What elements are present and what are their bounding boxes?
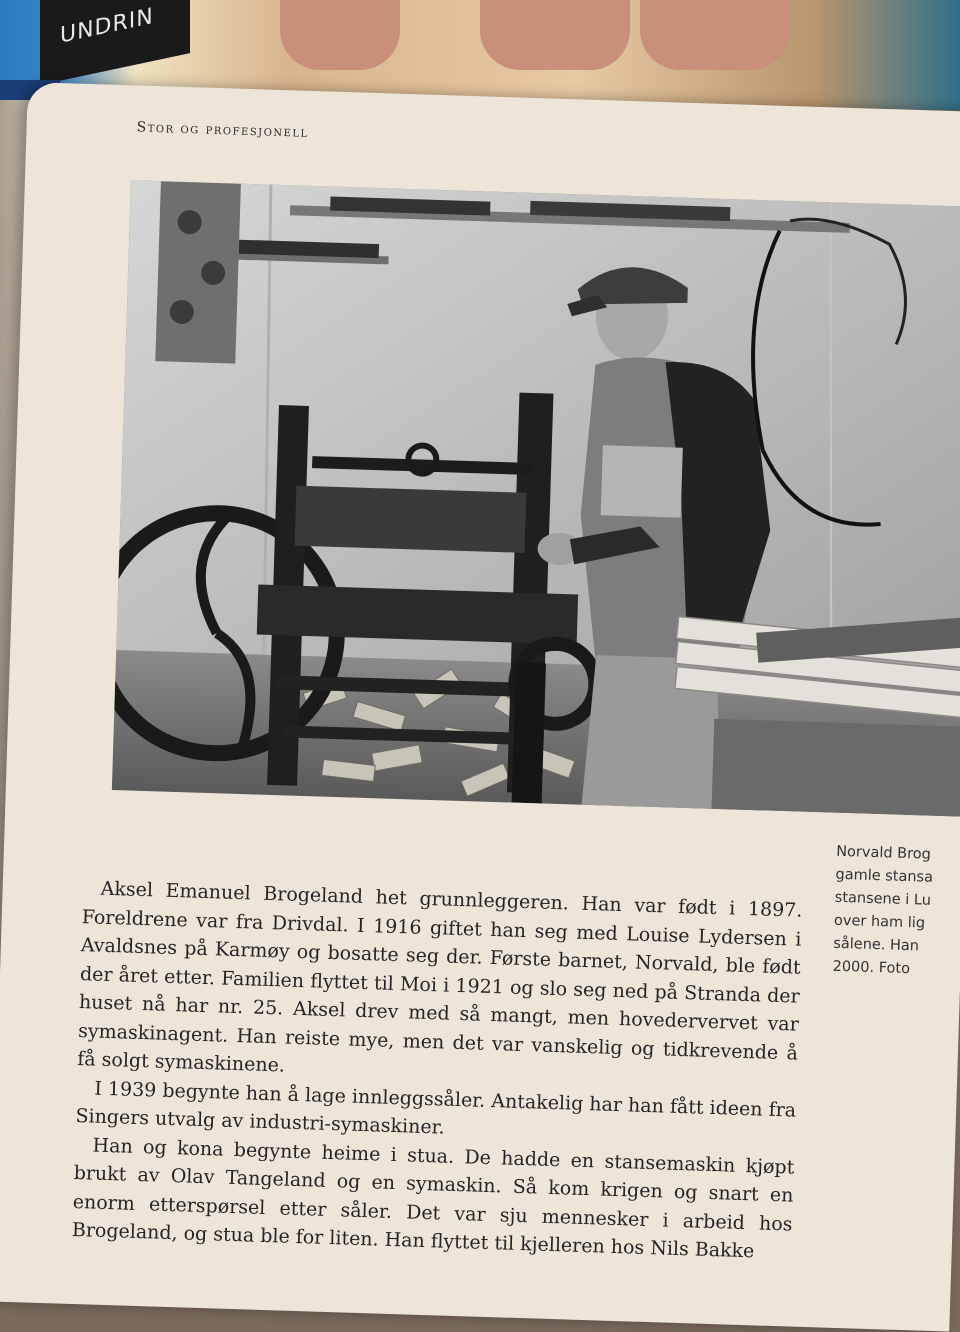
caption-line: 2000. Foto <box>832 958 911 978</box>
caption-line: over ham lig <box>833 912 926 932</box>
caption-line: sålene. Han <box>833 935 920 955</box>
paragraph: Aksel Emanuel Brogeland het grunnleggeren. Han var født i 1897. Foreldrene var fra Drivdal. I 1916 giftet han seg med Louise Lydersen i Avaldsnes på Karmøy og bosatte seg der. Første barnet, Norvald, ble født der året etter. Familien flyttet til Moi i 1921 og slo seg ned på Stranda der huset nå har nr. 25. Aksel drev med så mangt, men hovedervervet var symaskinagent. Han reiste mye, men det var vanskelig og tidkrevende å få solgt symaskinene. <box>76 877 803 1077</box>
photo-man-at-stamping-machine <box>112 180 960 817</box>
paragraph: I 1939 begynte han å lage innleggssåler. Antakelig har han fått ideen fra Singers utvalg av industri-symaskiner. <box>75 1077 797 1139</box>
finger <box>640 0 790 70</box>
caption-line: stansene i Lu <box>834 889 932 909</box>
photo-caption <box>832 841 956 983</box>
body-text <box>72 874 803 1267</box>
caption-line: gamle stansa <box>835 866 934 886</box>
caption-line: Norvald Brog <box>835 843 932 863</box>
finger <box>480 0 630 70</box>
book-page <box>0 82 960 1332</box>
photo-illustration <box>112 180 960 817</box>
box-label-text: UNDRIN <box>60 3 154 49</box>
paragraph: Han og kona begynte heime i stua. De hadde en stansemaskin kjøpt brukt av Olav Tangeland og en symaskin. Så kom krigen og snart en enorm etterspørsel etter såler. Det var sju mennesker i arbeid hos Brogeland, og stua ble for liten. Han flyttet til kjelleren hos Nils Bakke <box>71 1134 795 1263</box>
running-head: Stor og profesjonell <box>136 119 309 141</box>
finger <box>280 0 400 70</box>
